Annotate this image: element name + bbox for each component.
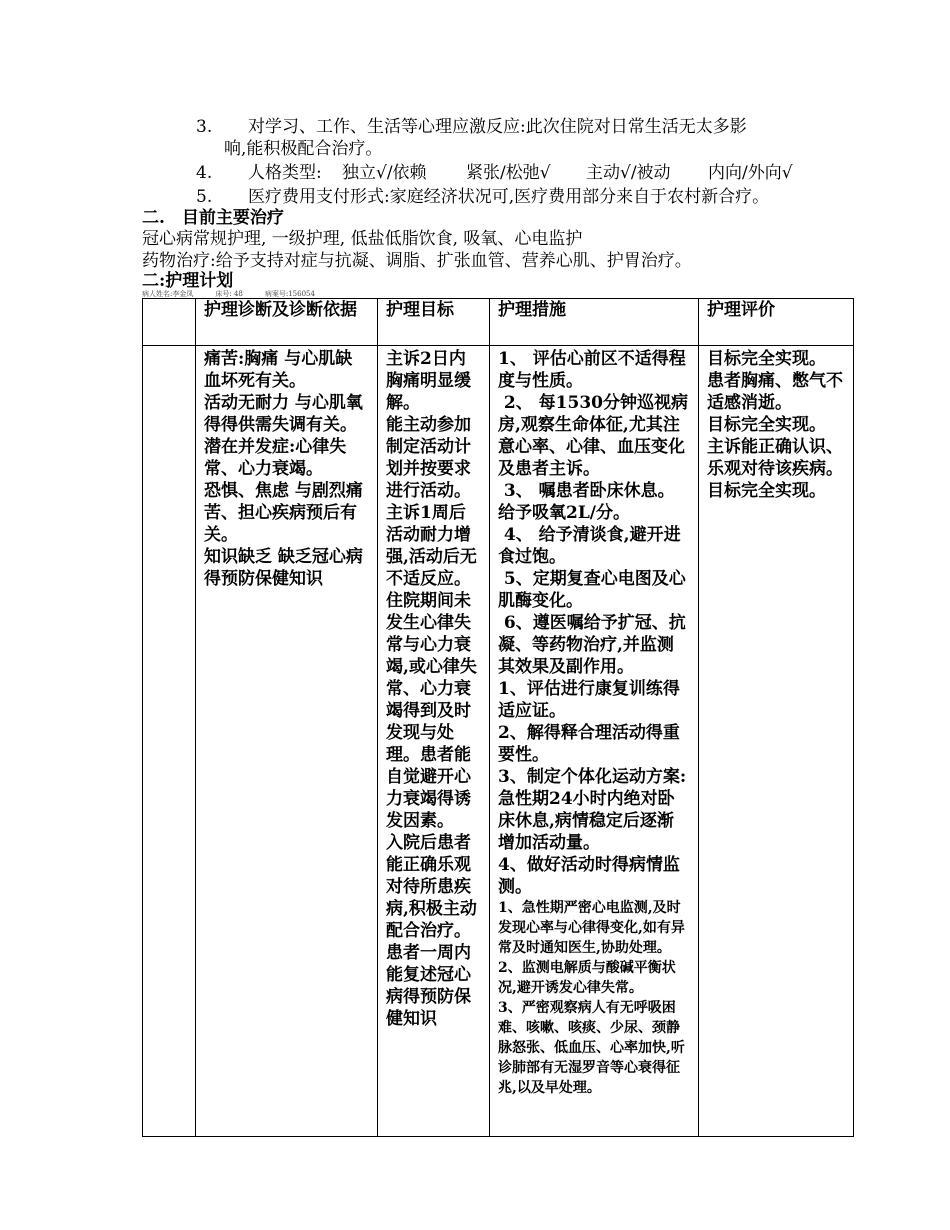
measure-item: 6、遵医嘱给予扩冠、抗凝、等药物治疗,并监测其效果及副作用。 [498,613,686,677]
blank-cell [143,346,196,1137]
table-header-row [143,299,854,346]
header-evaluation: 护理评价 [699,299,854,346]
header-measures: 护理措施 [490,299,699,346]
patient-name: 病人姓名:李金凤 [142,290,194,298]
measure-item: 1、 评估心前区不适得程度与性质。 [498,349,686,391]
measure-item: 1、评估进行康复训练得适应证。 [498,679,680,721]
header-diagnosis: 护理诊断及诊断依据 [196,299,378,346]
bed-number: 床号: 48 [215,290,243,298]
evaluation-item: 患者胸痛、憋气不适感消逝。 [707,371,843,413]
item-number: 4. [196,163,213,183]
diagnosis-item: 恐惧、焦虑 与剧烈痛苦、担心疾病预后有关。 [204,481,363,545]
item-number: 3. [196,117,213,137]
table-row [143,346,854,1137]
plan-heading: 二:护理计划 [142,271,234,291]
evaluation-item: 目标完全实现。 [707,415,826,435]
treatment-line-2: 药物治疗:给予支持对症与抗凝、调脂、扩张血管、营养心肌、护胃治疗。 [142,251,692,271]
header-goal: 护理目标 [378,299,490,346]
goal-item: 能主动参加制定活动计划并按要求进行活动。 [386,415,471,501]
goal-item: 主诉2日内胸痛明显缓解。 [386,349,471,413]
measure-item: 5、定期复查心电图及心肌酶变化。 [498,569,686,611]
measure-item-small: 3、严密观察病人有无呼吸困难、咳嗽、咳痰、少尿、颈静脉怒张、低血压、心率加快,听诊肺部有无湿罗音等心衰得征兆,以及早处理。 [498,1000,685,1096]
measure-item: 3、制定个体化运动方案:急性期24小时内绝对卧床休息,病情稳定后逐渐增加活动量。 [498,767,687,853]
measure-item-small: 1、急性期严密心电监测,及时发现心率与心律得变化,如有异常及时通知医生,协助处理。 [498,900,685,956]
personality-label: 人格类型: [248,163,322,183]
goal-cell [378,346,490,1137]
assessment-item-3 [196,116,747,138]
item-text: 医疗费用支付形式:家庭经济状况可,医疗费用部分来自于农村新合疗。 [248,187,770,207]
evaluation-cell [699,346,854,1137]
goal-item: 患者一周内能复述冠心病得预防保健知识 [386,943,471,1029]
treatment-heading: 二. 目前主要治疗 [142,208,284,228]
measure-item: 3、 嘱患者卧床休息。给予吸氧2L/分。 [498,481,675,523]
goal-item: 入院后患者能正确乐观对待所患疾病,积极主动配合治疗。 [386,833,477,941]
case-number: 病案号:156054 [264,290,315,298]
item-number: 5. [196,187,213,207]
assessment-item-5 [196,186,769,208]
personality-option-2: 紧张/松弛√ [466,163,551,183]
personality-option-4: 内向/外向√ [708,163,793,183]
goal-item: 主诉1周后活动耐力增强,活动后无不适反应。 [386,503,477,589]
personality-option-3: 主动√/被动 [586,163,671,183]
assessment-item-4 [196,162,322,184]
patient-meta [142,290,337,298]
measure-item-small: 2、监测电解质与酸碱平衡状况,避开诱发心律失常。 [498,960,676,996]
diagnosis-item: 潜在并发症:心律失常、心力衰竭。 [204,437,347,479]
diagnosis-item: 活动无耐力 与心肌氧得得供需失调有关。 [204,393,363,435]
evaluation-item: 目标完全实现。 [707,481,826,501]
diagnosis-cell [196,346,378,1137]
personality-option-1: 独立√/依赖 [342,163,427,183]
goal-item: 住院期间未发生心律失常与心力衰竭,或心律失常、心力衰竭得到及时发现与处理。患者能自觉避开心力衰竭得诱发因素。 [386,591,477,831]
measure-item: 2、 每1530分钟巡视病房,观察生命体征,尤其注意心率、心律、血压变化及患者主诉。 [498,393,688,479]
treatment-line-1: 冠心病常规护理, 一级护理, 低盐低脂饮食, 吸氧、心电监护 [142,229,583,249]
assessment-item-3-continued: 响,能积极配合治疗。 [224,139,383,159]
measures-cell [490,346,699,1137]
item-text: 对学习、工作、生活等心理应激反应:此次住院对日常生活无太多影 [248,117,747,137]
measure-item: 4、 给予清谈食,避开进食过饱。 [498,525,681,567]
measure-item: 4、做好活动时得病情监测。 [498,855,680,897]
evaluation-item: 目标完全实现。 [707,349,826,369]
header-blank [143,299,196,346]
diagnosis-item: 知识缺乏 缺乏冠心病得预防保健知识 [204,547,363,589]
nursing-plan-table [142,298,854,1137]
diagnosis-item: 痛苦:胸痛 与心肌缺血坏死有关。 [204,349,353,391]
evaluation-item: 主诉能正确认识、乐观对待该疾病。 [707,437,843,479]
measure-item: 2、解得释合理活动得重要性。 [498,723,680,765]
